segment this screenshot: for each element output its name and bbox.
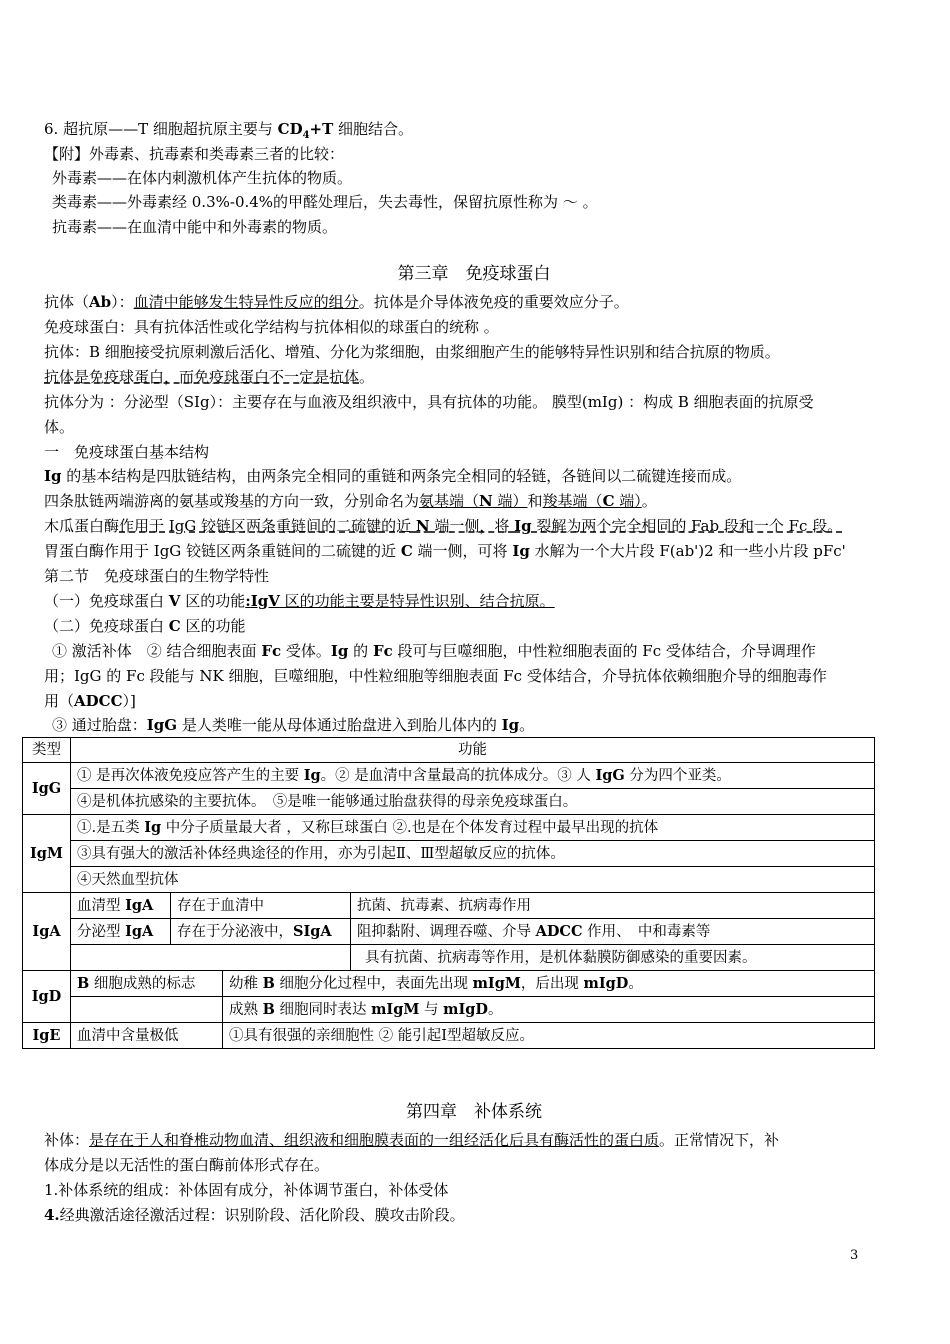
complement-item-4: 4.经典激活途径激活过程：识别阶段、活化阶段、膜攻击阶段。 <box>44 1206 465 1224</box>
iga-serum-label: 血清型 IgA <box>71 893 171 919</box>
c-region-fn-line3: 用（ADCC）] <box>44 692 136 710</box>
col-header-type: 类型 <box>23 738 71 763</box>
antibody-definition-2: 抗体：B 细胞接受抗原刺激后活化、增殖、分化为浆细胞，由浆细胞产生的能够特异性识别和结合抗原的物质。 <box>44 343 780 361</box>
basic-structure-line: Ig 的基本结构是四肽链结构，由两条完全相同的重链和两条完全相同的轻链，各链间以二硫键连接而成。 <box>44 467 742 485</box>
antitoxin-line: 抗毒素——在血清中能中和外毒素的物质。 <box>52 218 338 236</box>
table-row <box>23 815 875 841</box>
v-region-line: （一）免疫球蛋白 V 区的功能:IgV 区的功能主要是特异性识别、结合抗原。 <box>44 592 555 610</box>
toxoid-line: 类毒素——外毒素经 0.3%-0.4%的甲醛处理后，失去毒性，保留抗原性称为 ～ 。 <box>52 193 598 211</box>
chapter4-title: 第四章 补体系统 <box>406 1102 542 1122</box>
ige-fn: ①具有很强的亲细胞性 ② 能引起Ⅰ型超敏反应。 <box>223 1023 875 1049</box>
type-igd: IgD <box>23 971 71 1023</box>
iga-mucosal-function: 具有抗菌、抗病毒等作用，是机体黏膜防御感染的重要因素。 <box>351 945 875 971</box>
antibody-definition: 抗体（Ab）：血清中能够发生特异性反应的组分。抗体是介导体液免疫的重要效应分子。 <box>44 293 629 311</box>
type-iga: IgA <box>23 893 71 971</box>
page-number: 3 <box>850 1248 859 1263</box>
complement-definition: 补体：是存在于人和脊椎动物血清、组织液和细胞膜表面的一组经活化后具有酶活性的蛋白质。正常情况下，补 <box>44 1131 780 1149</box>
table-row <box>23 893 875 919</box>
pepsin-line: 胃蛋白酶作用于 IgG 铰链区两条重链间的二硫键的近 C 端一侧，可将 Ig 水解为一个大片段 F(ab')2 和一些小片段 pFc' <box>44 542 846 560</box>
placenta-line: ③ 通过胎盘：IgG 是人类唯一能从母体通过胎盘进入到胎儿体内的 Ig。 <box>52 716 535 734</box>
table-row <box>23 841 875 867</box>
igm-fn-2: ③具有强大的激活补体经典途径的作用，亦为引起Ⅱ、Ⅲ型超敏反应的抗体。 <box>71 841 875 867</box>
complement-definition-2: 体成分是以无活性的蛋白酶前体形式存在。 <box>44 1156 330 1174</box>
igm-fn-1: ①.是五类 Ig 中分子质量最大者 ，又称巨球蛋白 ②.也是在个体发育过程中最早出现的抗体 <box>71 815 875 841</box>
antibody-types-line1: 抗体分为 ：分泌型（SIg）：主要存在与血液及组织液中，具有抗体的功能。 膜型(mIg) ：构成 B 细胞表面的抗原受 <box>44 393 814 411</box>
table-row <box>23 867 875 893</box>
igd-empty-cell <box>71 997 223 1023</box>
igg-fn-2: ④是机体抗感染的主要抗体。 ⑤是唯一能够通过胎盘获得的母亲免疫球蛋白。 <box>71 789 875 815</box>
igd-fn-2: 成熟 B 细胞同时表达 mIgM 与 mIgD。 <box>223 997 875 1023</box>
iga-serum-location: 存在于血清中 <box>171 893 351 919</box>
table-row <box>23 945 875 971</box>
igd-fn-1: 幼稚 B 细胞分化过程中，表面先出现 mIgM，后出现 mIgD。 <box>223 971 875 997</box>
igg-fn-1: ① 是再次体液免疫应答产生的主要 Ig。② 是血清中含量最高的抗体成分。③ 人 IgG 分为四个亚类。 <box>71 763 875 789</box>
col-header-function: 功能 <box>71 738 875 763</box>
type-igg: IgG <box>23 763 71 815</box>
iga-secretory-location: 存在于分泌液中，SIgA <box>171 919 351 945</box>
exotoxin-line: 外毒素——在体内刺激机体产生抗体的物质。 <box>52 169 353 187</box>
papain-line: 木瓜蛋白酶作用于 IgG 铰链区两条重链间的二硫键的近 N 端一侧，将 Ig 裂解为两个完全相同的 Fab 段和一个 Fc 段。 <box>44 517 843 535</box>
table-row <box>23 971 875 997</box>
section2-title: 第二节 免疫球蛋白的生物学特性 <box>44 567 270 585</box>
table-row <box>23 997 875 1023</box>
table-row <box>23 789 875 815</box>
ig-class-table <box>22 737 875 1049</box>
c-region-title: （二）免疫球蛋白 C 区的功能 <box>44 617 246 635</box>
table-row <box>23 1023 875 1049</box>
iga-secretory-function: 阻抑黏附、调理吞噬、介导 ADCC 作用、 中和毒素等 <box>351 919 875 945</box>
section1-title: 一 免疫球蛋白基本结构 <box>44 443 210 461</box>
complement-item-1: 1.补体系统的组成：补体固有成分，补体调节蛋白，补体受体 <box>44 1181 449 1199</box>
ig-definition: 免疫球蛋白：具有抗体活性或化学结构与抗体相似的球蛋白的统称 。 <box>44 318 499 336</box>
igm-fn-3: ④天然血型抗体 <box>71 867 875 893</box>
igd-label: B 细胞成熟的标志 <box>71 971 223 997</box>
type-igm: IgM <box>23 815 71 893</box>
table-row <box>23 763 875 789</box>
table-row <box>23 919 875 945</box>
superantigen-line: 6. 超抗原——T 细胞超抗原主要与 $CD_4+T$ 细胞结合。 <box>44 120 414 141</box>
iga-secretory-label: 分泌型 IgA <box>71 919 171 945</box>
chain-ends-line: 四条肽链两端游离的氨基或羧基的方向一致，分别命名为氨基端（N 端）和羧基端（C 端）。 <box>44 492 657 510</box>
antibody-types-line2: 体。 <box>44 418 75 436</box>
iga-empty-cell <box>71 945 351 971</box>
table-header-row <box>23 738 875 763</box>
iga-serum-function: 抗菌、抗毒素、抗病毒作用 <box>351 893 875 919</box>
ige-label: 血清中含量极低 <box>71 1023 223 1049</box>
chapter3-title: 第三章 免疫球蛋白 <box>397 264 551 284</box>
type-ige: IgE <box>23 1023 71 1049</box>
c-region-fn-line2: 用；IgG 的 Fc 段能与 NK 细胞，巨噬细胞，中性粒细胞等细胞表面 Fc 受体结合，介导抗体依赖细胞介导的细胞毒作 <box>44 667 827 685</box>
appendix-title: 【附】外毒素、抗毒素和类毒素三者的比较： <box>44 145 345 163</box>
antibody-is-ig: 抗体是免疫球蛋白，而免疫球蛋白不一定是抗体。 <box>44 368 375 386</box>
c-region-fn-line1: ① 激活补体 ② 结合细胞表面 Fc 受体。Ig 的 Fc 段可与巨噬细胞，中性粒细胞表面的 Fc 受体结合，介导调理作 <box>52 642 816 660</box>
